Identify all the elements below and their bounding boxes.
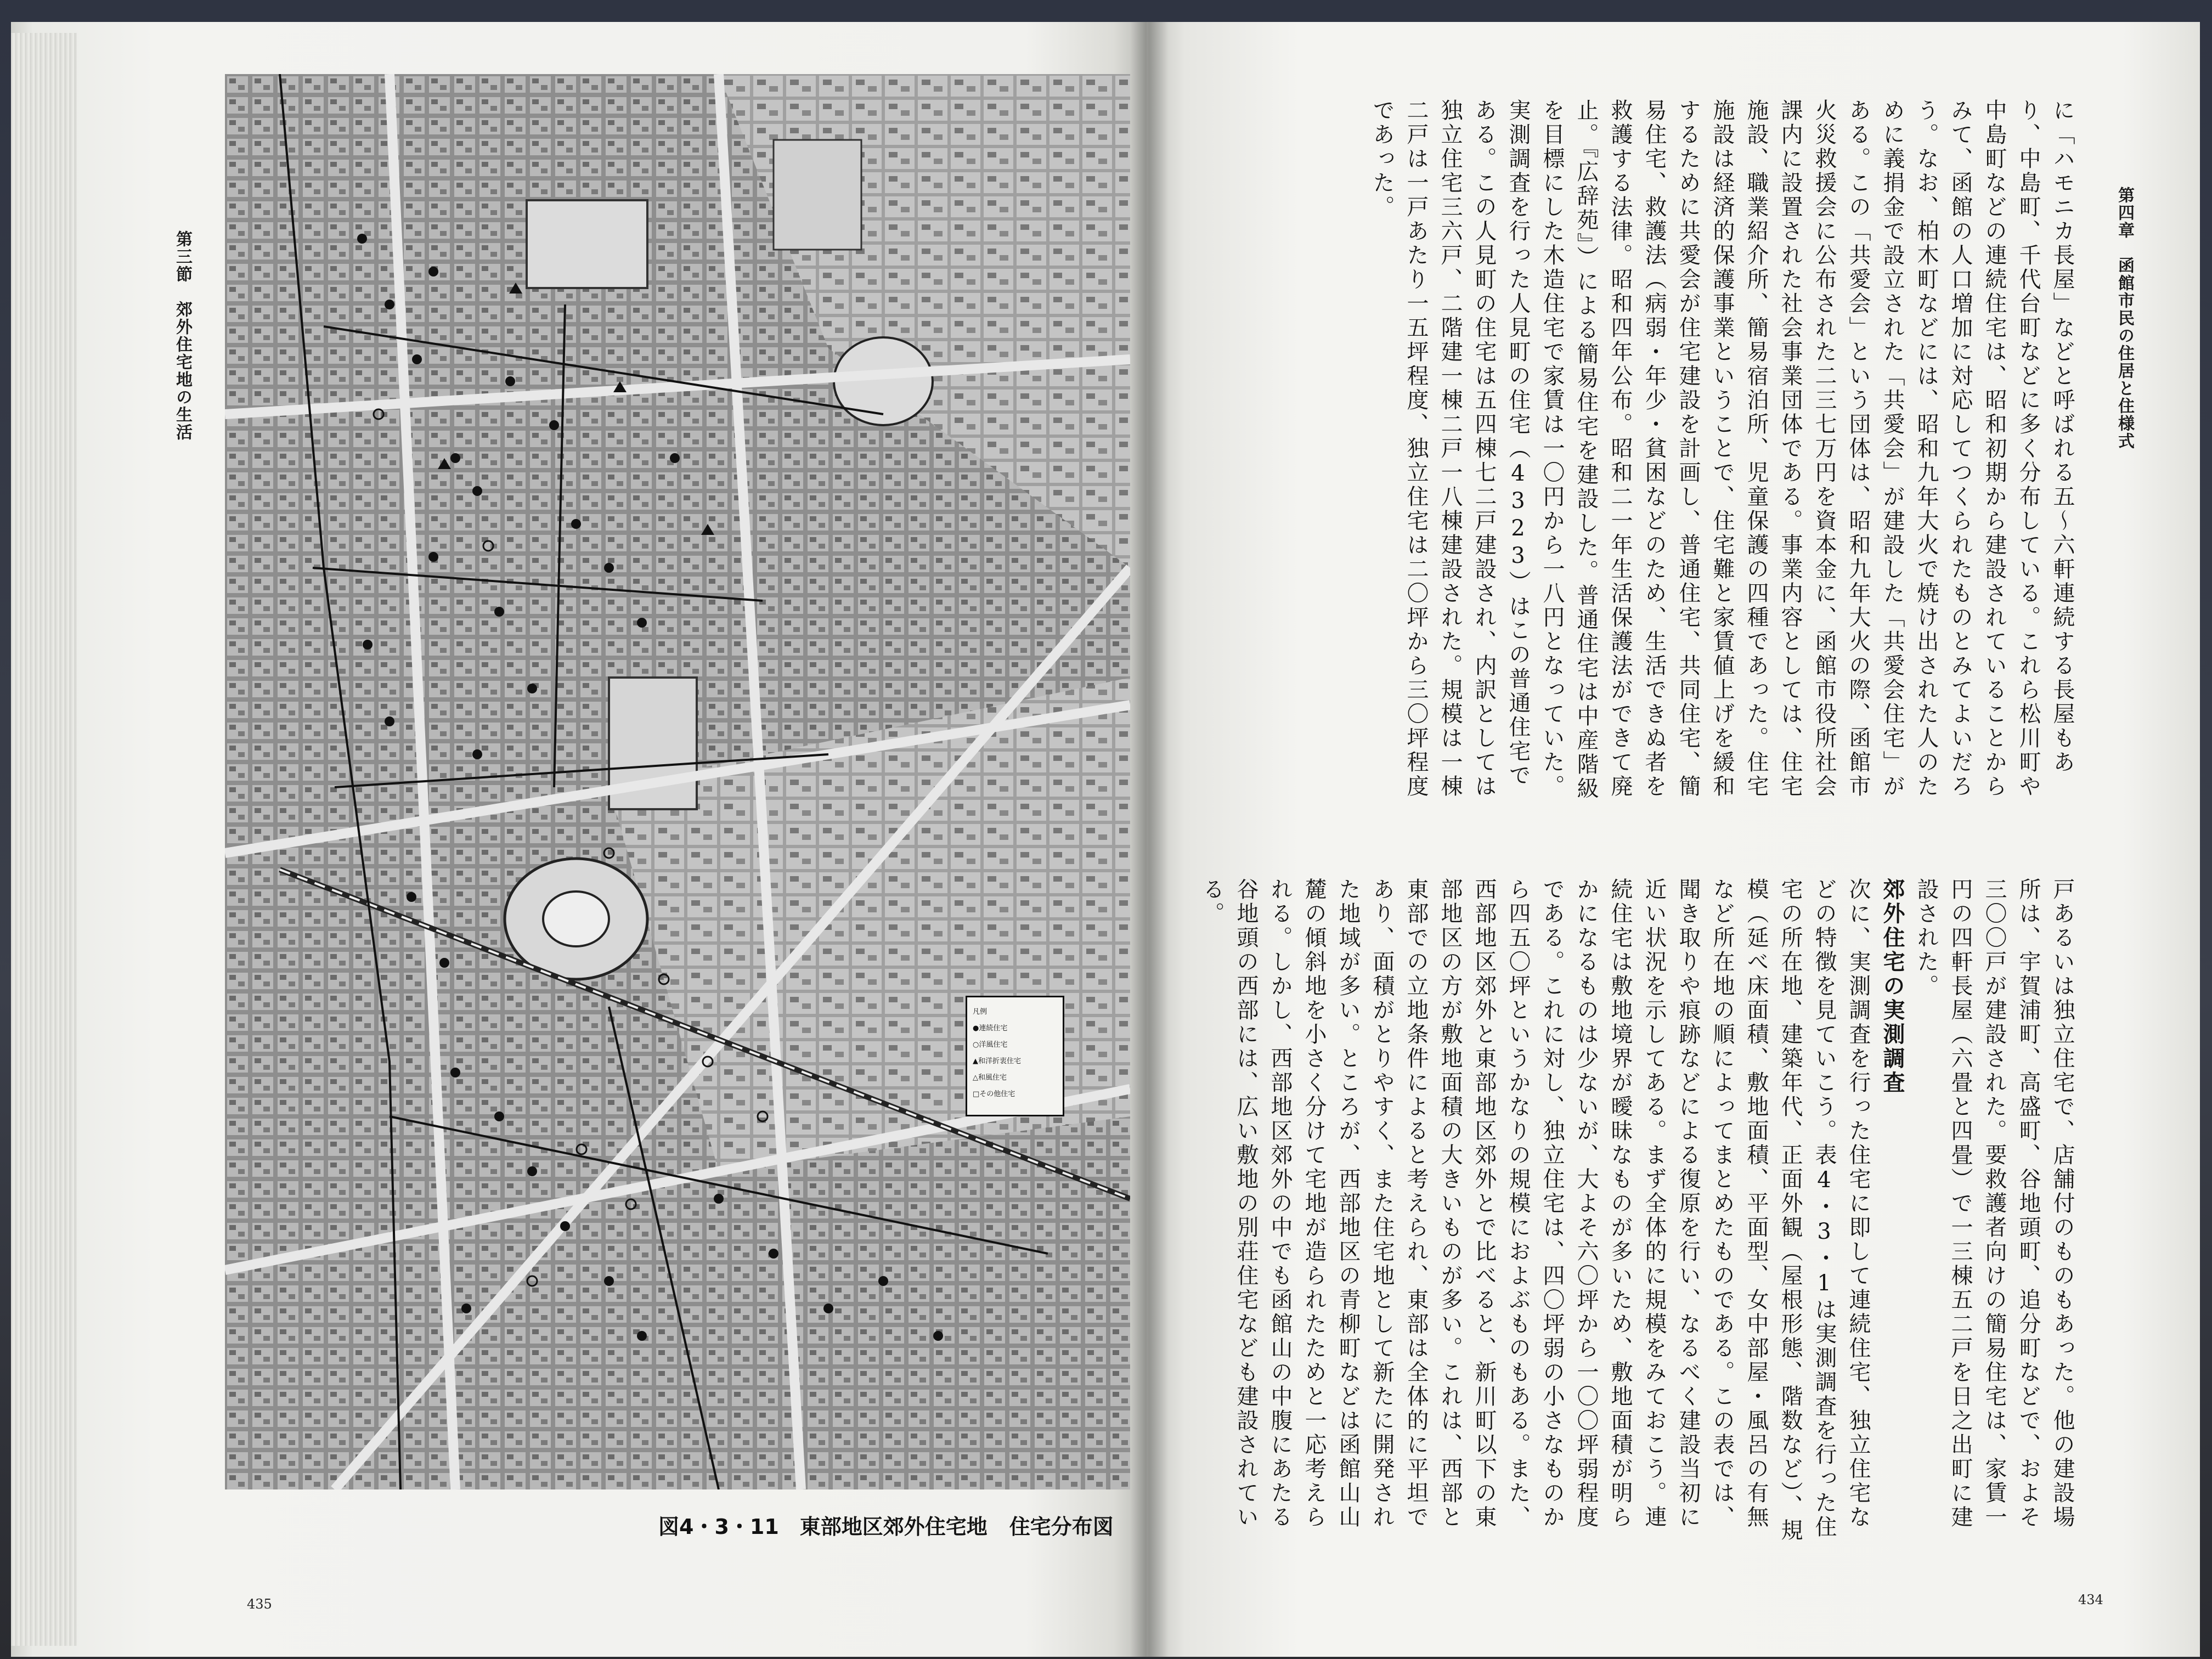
- lower-text-block: [1201, 878, 2079, 1553]
- right-page: [1147, 22, 2200, 1657]
- figure-caption-subtitle: 住宅分布図: [1009, 1515, 1114, 1539]
- district-map-figure: [225, 74, 1130, 1489]
- legend-item: ○洋風住宅: [973, 1041, 1008, 1049]
- upper-text-block: [1201, 99, 2079, 801]
- open-book: [11, 22, 2200, 1657]
- map-legend: [966, 996, 1064, 1116]
- figure-caption-title: 図4・3・11 東部地区郊外住宅地: [658, 1515, 988, 1539]
- lower-paragraph: 次に、実測調査を行った住宅に即して連続住宅、独立住宅などの特徴を見ていこう。表4・3・1は実測調査を行った住宅の所在地、建築年代、正面外観（屋根形態、階数など）、規模（延べ床面積、敷地面積、平面型、女中部屋・風呂の有無など所在地の順によってまとめたものである。この表では、聞き取りや痕跡などによる復原を行い、なるべく建設当初に近い状況を示してある。まず全体的に規模をみておこう。連続住宅は敷地境界が曖昧なものが多いため、敷地面積が明らかになるものは少ないが、大よそ六〇坪から一〇〇坪弱程度である。これに対し、独立住宅は、四〇坪弱の小さなものから四五〇坪というかなりの規模におよぶものもある。また、西部地区郊外と東部地区郊外とで比べると、新川町以下の東部地区の方が敷地面積の大きいものが多い。これは、西部と東部での立地条件によると考えられ、東部は全体的に平坦であり、面積がとりやすく、また住宅地として新たに開発された地域が多い。ところが、西部地区の青柳町などは函館山山麓の傾斜地を小さく分けて宅地が造られたためと一応考えられる。しかし、西部地区郊外の中でも函館山の中腹にあたる谷地頭の西部には、広い敷地の別荘住宅なども建設されている。: [1199, 878, 1871, 1543]
- figure-caption: [658, 1510, 1114, 1540]
- map-drawing: [225, 74, 1130, 1489]
- legend-item: △和風住宅: [973, 1074, 1007, 1082]
- right-running-head: 第四章 函館市民の住居と住様式: [2115, 187, 2134, 450]
- left-page: [11, 22, 1147, 1657]
- book-gutter: [1130, 22, 1169, 1657]
- page-number-left: 435: [247, 1596, 272, 1612]
- lower-intro-paragraph: 戸あるいは独立住宅で、店舗付のものもあった。他の建設場所は、宇賀浦町、高盛町、谷地頭町、追分町などで、およそ三〇〇戸が建設された。要救護者向けの簡易住宅は、家賃一円の四軒長屋（六畳と四畳）で一三棟五二戸を日之出町に建設された。: [1914, 878, 2075, 1530]
- upper-paragraph: に「ハモニカ長屋」などと呼ばれる五〜六軒連続する長屋もあり、中島町、千代台町などに多く分布している。これら松川町や中島町などの連続住宅は、昭和初期から建設されていることからみて、函館の人口増加に対応してつくられたものとみてよいだろう。なお、柏木町などには、昭和九年大火で焼け出された人のために義捐金で設立された「共愛会」が建設した「共愛会住宅」がある。この「共愛会」という団体は、昭和九年大火の際、函館市火災救援会に公布された二三七万円を資本金に、函館市役所社会課内に設置された社会事業団体である。事業内容としては、住宅施設、職業紹介所、簡易宿泊所、児童保護の四種であった。住宅施設は経済的保護事業ということで、住宅難と家賃値上げを緩和するために共愛会が住宅建設を計画し、普通住宅、共同住宅、簡易住宅、救護法（病弱・年少・貧困などのため、生活できぬ者を救護する法律。昭和四年公布。昭和二一年生活保護法ができて廃止。『広辞苑』）による簡易住宅を建設した。普通住宅は中産階級を目標にした木造住宅で家賃は一〇円から一八円となっていた。実測調査を行った人見町の住宅（4323）はこの普通住宅である。この人見町の住宅は五四棟七二戸建設され、内訳としては独立住宅三六戸、二階建一棟二戸一八棟建設された。規模は一棟二戸は一戸あたり一五坪程度、独立住宅は二〇坪から三〇坪程度であった。: [1369, 99, 2075, 801]
- page-number-right: 434: [2078, 1592, 2103, 1607]
- left-running-head: 第三節 郊外住宅地の生活: [173, 230, 192, 441]
- legend-item: ▲和洋折衷住宅: [973, 1057, 1021, 1065]
- section-heading: 郊外住宅の実測調査: [1880, 878, 1905, 1095]
- page-edges: [11, 33, 77, 1646]
- legend-item: ●連続住宅: [973, 1024, 1008, 1032]
- legend-item: □その他住宅: [973, 1090, 1015, 1098]
- legend-title: 凡例: [973, 1008, 988, 1016]
